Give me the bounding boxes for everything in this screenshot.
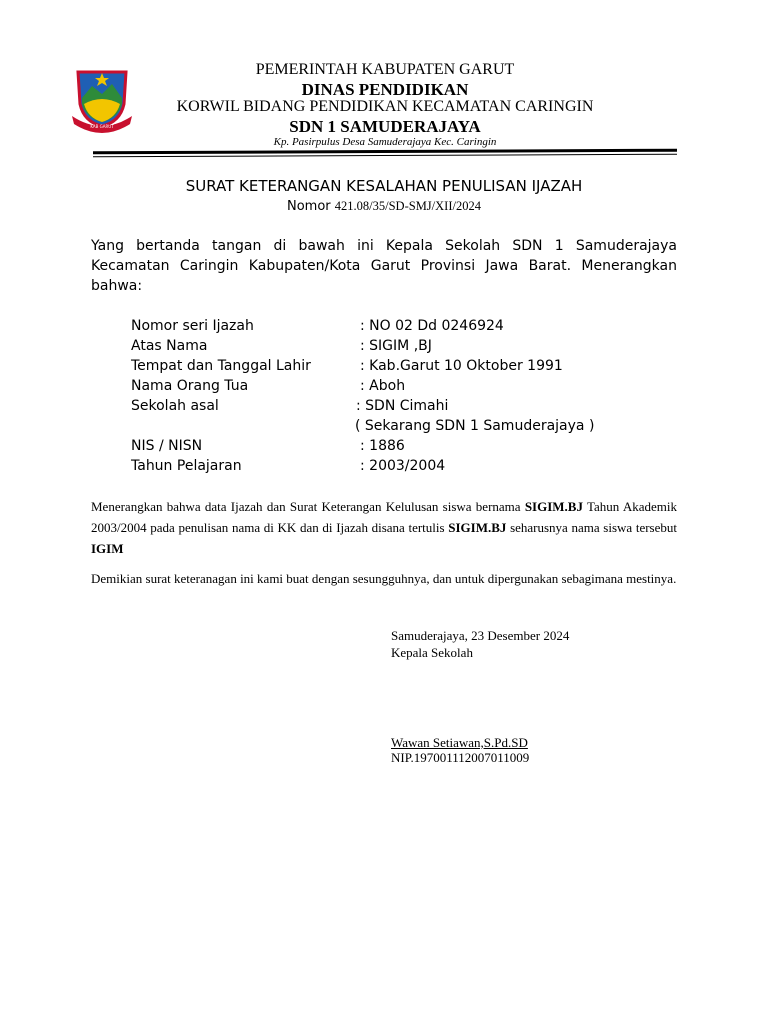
statement-paragraph (91, 496, 677, 559)
label-orang-tua: Nama Orang Tua (131, 378, 249, 394)
value-nomor-seri: : NO 02 Dd 0246924 (360, 318, 504, 334)
header-school: SDN 1 SAMUDERAJAYA (289, 117, 481, 136)
signature-nip: NIP.197001112007011009 (391, 750, 530, 765)
intro-paragraph: Yang bertanda tangan di bawah ini Kepala Sekolah SDN 1 Samuderajaya Kecamatan Caringin Kabupaten/Kota Garut Provinsi Jawa Barat. Menerangkan bahwa: (91, 238, 677, 294)
label-tahun-pelajaran: Tahun Pelajaran (131, 458, 242, 474)
value-sekolah-note: ( Sekarang SDN 1 Samuderajaya ) (355, 418, 595, 434)
student-name-wrong-2: SIGIM.BJ (448, 520, 507, 535)
svg-text:KAB GARUT: KAB GARUT (90, 124, 114, 129)
header-korwil: KORWIL BIDANG PENDIDIKAN KECAMATAN CARINGIN (176, 98, 594, 115)
student-name-wrong-1: SIGIM.BJ (524, 499, 583, 514)
header-agency: DINAS PENDIDIKAN (301, 80, 469, 99)
header-government: PEMERINTAH KABUPATEN GARUT (255, 61, 515, 78)
signature-place-date: Samuderajaya, 23 Desember 2024 (391, 628, 570, 643)
statement-text-b: Tahun Akademik 2003/2004 pada penulisan nama di KK dan di Ijazah disana tertulis (91, 499, 677, 535)
signature-name: Wawan Setiawan,S.Pd.SD (391, 735, 528, 750)
closing-paragraph: Demikian surat keteranagan ini kami buat dengan sesungguhnya, dan untuk dipergunakan sebagimana mestinya. (91, 571, 677, 586)
student-name-correct: IGIM (91, 541, 124, 556)
value-sekolah-asal: : SDN Cimahi (356, 398, 449, 414)
header-divider-thin (93, 154, 677, 158)
signature-position: Kepala Sekolah (391, 645, 473, 660)
label-ttl: Tempat dan Tanggal Lahir (131, 358, 311, 374)
label-sekolah-asal: Sekolah asal (131, 398, 219, 414)
header-address: Kp. Pasirpulus Desa Samuderajaya Kec. Caringin (273, 136, 497, 148)
kabupaten-garut-emblem-icon (70, 64, 134, 134)
statement-text-a: Menerangkan bahwa data Ijazah dan Surat Keterangan Kelulusan siswa bernama (91, 499, 525, 514)
label-nomor-seri: Nomor seri Ijazah (131, 318, 254, 334)
letter-number-value: 421.08/35/SD-SMJ/XII/2024 (334, 199, 481, 213)
value-tahun-pelajaran: : 2003/2004 (360, 458, 446, 474)
value-orang-tua: : Aboh (360, 378, 406, 394)
statement-text-c: seharusnya nama siswa tersebut (506, 520, 678, 535)
letter-title: SURAT KETERANGAN KESALAHAN PENULISAN IJAZAH (185, 177, 583, 195)
label-nis: NIS / NISN (131, 438, 203, 454)
label-atas-nama: Atas Nama (131, 338, 208, 354)
value-ttl: : Kab.Garut 10 Oktober 1991 (360, 358, 563, 374)
value-atas-nama: : SIGIM ,BJ (360, 338, 432, 354)
value-nis: : 1886 (360, 438, 405, 454)
letter-number-label: Nomor (287, 199, 331, 214)
letter-number (0, 199, 768, 214)
